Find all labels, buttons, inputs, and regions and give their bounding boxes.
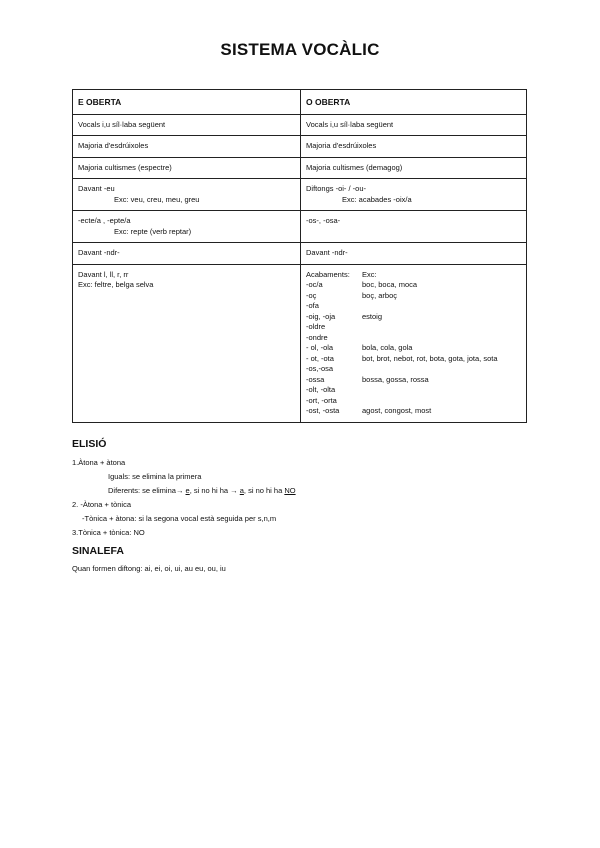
cell-e-r5: [73, 211, 301, 243]
cell-o-r5: -os-, -osa-: [301, 211, 527, 243]
cell-o-r1: Vocals i,u síl·laba següent: [301, 114, 527, 136]
list-item: -ost, -osta agost, congost, most: [306, 406, 432, 415]
elisio-line-5: -Tònica + àtona: si la segona vocal està seguida per s,n,m: [82, 514, 277, 523]
cell-e-r7: [73, 264, 301, 422]
cell-e-r2: Majoria d'esdrúixoles: [73, 136, 301, 158]
cell-e-r6: Davant -ndr-: [73, 243, 301, 265]
cell-e-r4-main: Davant -eu: [78, 184, 115, 193]
list-item: -ofa: [306, 301, 319, 310]
table-row: [73, 157, 527, 179]
cell-e-r5-exc: Exc: repte (verb reptar): [114, 226, 192, 236]
list-item: -oç boç, arboç: [306, 290, 398, 300]
cell-o-r4-main: Diftongs -oi- / -ou-: [306, 184, 367, 193]
elisio-line-4: 2. -Àtona + tònica: [72, 500, 131, 509]
elisio-heading: ELISIÓ: [72, 438, 107, 450]
cell-o-r4: [301, 179, 527, 211]
list-item: - ot, -ota bot, brot, nebot, rot, bota, gota, jota, sota: [306, 353, 498, 363]
table-row: [73, 114, 527, 136]
no-label: NO: [284, 486, 296, 495]
cell-e-r4: [73, 179, 301, 211]
cell-e-r7-main: Davant l, ll, r, rr: [78, 269, 129, 279]
table-row: [73, 179, 527, 211]
list-item: -oldre: [306, 322, 326, 331]
page-title: SISTEMA VOCÀLIC: [220, 40, 380, 59]
table-row: [73, 136, 527, 158]
cell-e-r5-main: -ecte/a , -epte/a: [78, 216, 131, 225]
list-item: -oig, -oja estoig: [306, 311, 383, 321]
header-o-oberta: O OBERTA: [301, 90, 527, 115]
vowel-system-table: [72, 89, 527, 423]
elisio-line-6: 3.Tònica + tònica: NO: [72, 528, 145, 537]
table-row: [73, 211, 527, 243]
cell-o-r3: Majoria cultismes (demagog): [301, 157, 527, 179]
list-item: -oc/a boc, boca, moca: [306, 280, 418, 289]
header-e-oberta: E OBERTA: [73, 90, 301, 115]
table-header-row: [73, 90, 527, 115]
list-item: -olt, -olta: [306, 385, 336, 394]
vowel-a: a: [239, 486, 244, 495]
list-item: Acabaments: Exc:: [306, 269, 377, 279]
sinalefa-heading: SINALEFA: [72, 545, 124, 557]
cell-e-r7-exc: Exc: feltre, belga selva: [78, 280, 154, 289]
cell-o-r7: [301, 264, 527, 422]
elisio-line-2: Iguals: se elimina la primera: [108, 472, 202, 481]
cell-e-r1: Vocals i,u síl·laba següent: [73, 114, 301, 136]
table-row: [73, 264, 527, 422]
cell-o-r4-exc: Exc: acabades -oix/a: [342, 194, 412, 204]
cell-e-r3: Majoria cultismes (espectre): [73, 157, 301, 179]
list-item: -os,-osa: [306, 364, 334, 373]
list-item: -ondre: [306, 332, 328, 342]
list-item: -ossa bossa, gossa, rossa: [306, 374, 429, 384]
list-item: -ort, -orta: [306, 395, 337, 405]
vowel-e: e: [185, 486, 190, 495]
list-item: - ol, -ola bola, cola, gola: [306, 343, 413, 352]
cell-e-r4-exc: Exc: veu, creu, meu, greu: [114, 194, 200, 204]
sinalefa-line-1: Quan formen diftong: ai, ei, oi, ui, au eu, ou, iu: [72, 564, 226, 573]
cell-o-r2: Majoria d'esdrúixoles: [301, 136, 527, 158]
elisio-line-3: Diferents: se elimina→ e, si no hi ha → a, si no hi ha NO: [108, 486, 296, 495]
table-row: [73, 243, 527, 265]
elisio-line-1: 1.Àtona + àtona: [72, 458, 126, 467]
cell-o-r6: Davant -ndr-: [301, 243, 527, 265]
